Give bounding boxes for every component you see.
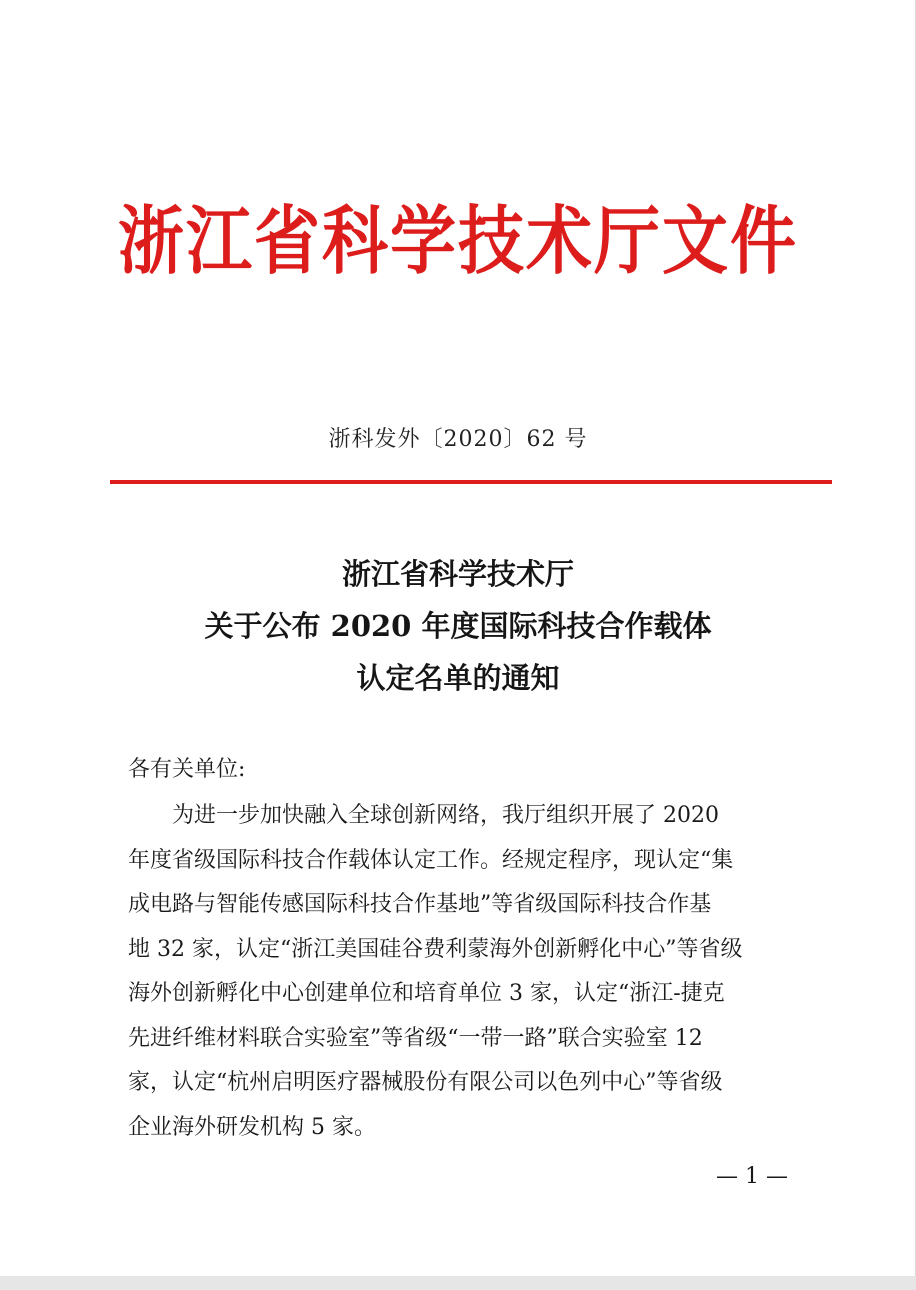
body-paragraph: [128, 794, 792, 1150]
body-line: 年度省级国际科技合作载体认定工作。经规定程序，现认定“集: [128, 847, 734, 873]
body-line: 先进纤维材料联合实验室”等省级“一带一路”联合实验室 12: [128, 1025, 703, 1051]
body-line: 成电路与智能传感国际科技合作基地”等省级国际科技合作基: [128, 892, 712, 917]
document-masthead: 浙江省科学技术厅文件: [118, 197, 798, 285]
salutation: 各有关单位:: [128, 757, 246, 782]
title-line: 浙江省科学技术厅: [341, 557, 574, 591]
body-line: 企业海外研发机构 5 家。: [128, 1114, 376, 1140]
red-divider-rule: [110, 480, 832, 484]
body-line: 为进一步加快融入全球创新网络，我厅组织开展了 2020: [128, 803, 719, 828]
body-line: 地 32 家，认定“浙江美国硅谷费利蒙海外创新孵化中心”等省级: [128, 936, 743, 962]
title-line: 关于公布 2020 年度国际科技合作载体: [204, 609, 712, 643]
document-title: [0, 548, 916, 704]
body-line: 家，认定“杭州启明医疗器械股份有限公司以色列中心”等省级: [128, 1070, 723, 1095]
document-number: 浙科发外〔2020〕62 号: [328, 427, 588, 452]
page-bottom-edge: [0, 1276, 916, 1290]
body-line: 海外创新孵化中心创建单位和培育单位 3 家，认定“浙江-捷克: [128, 981, 725, 1006]
page-number: — 1 —: [716, 1164, 788, 1189]
title-line: 认定名单的通知: [356, 661, 560, 695]
